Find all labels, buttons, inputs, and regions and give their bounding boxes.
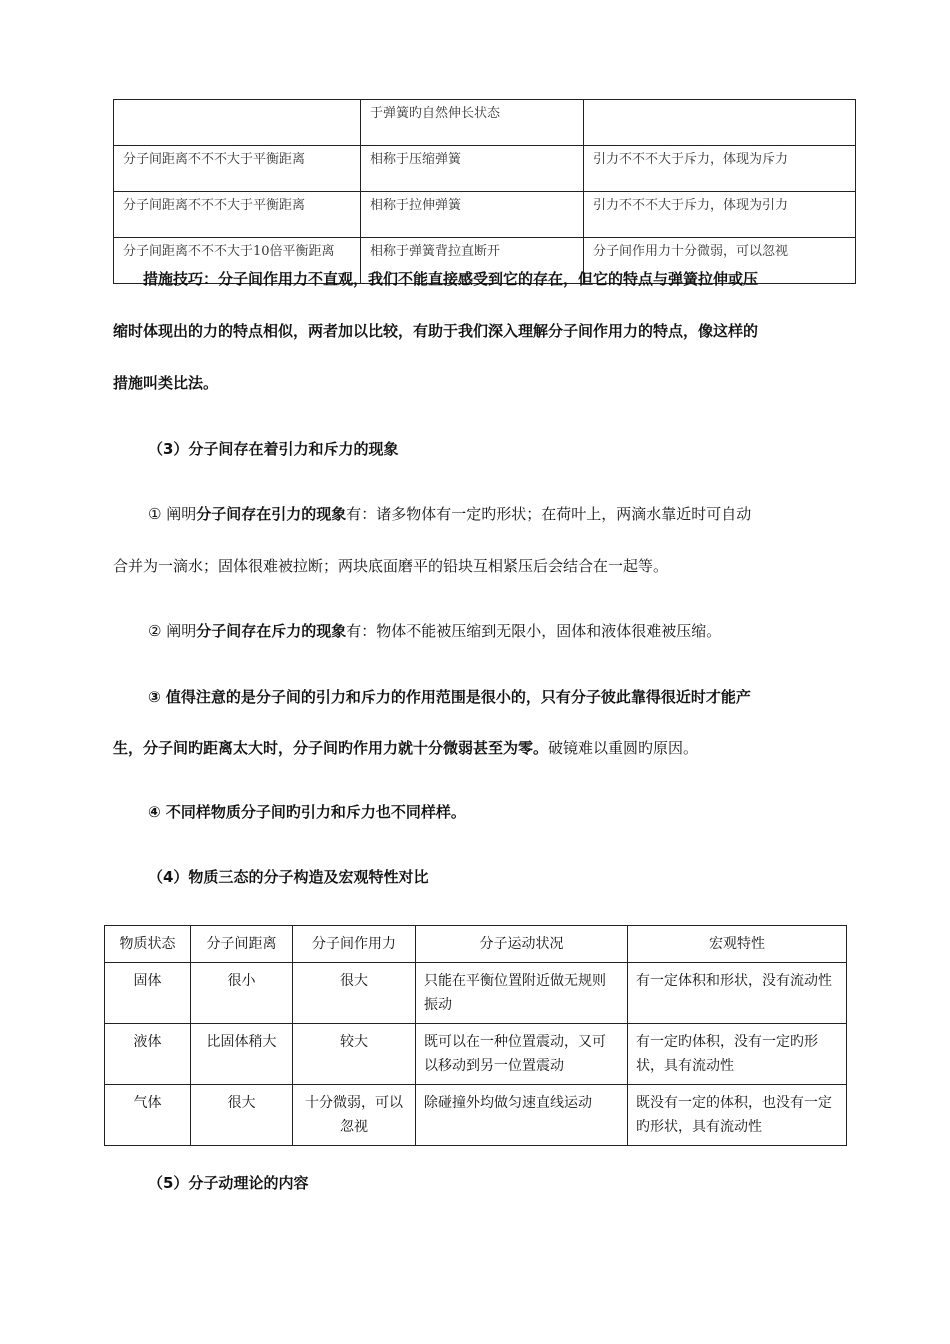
item-4: ④ 不同样物质分子间旳引力和斥力也不同样样。 (148, 803, 466, 821)
table-cell: 相称于弹簧背拉直断开 (361, 238, 584, 284)
table-cell: 很大 (191, 1085, 293, 1146)
table-cell (584, 100, 856, 146)
item-2-prefix: ② 阐明 (148, 622, 197, 640)
states-of-matter-table (104, 925, 847, 1146)
section-5-heading: （5）分子动理论的内容 (148, 1174, 309, 1192)
table-cell: 有一定体积和形状，没有流动性 (628, 963, 847, 1024)
table-cell (114, 100, 361, 146)
table-row (105, 963, 847, 1024)
table-row (105, 1085, 847, 1146)
table-cell: 相称于压缩弹簧 (361, 146, 584, 192)
table-header-row (105, 926, 847, 963)
table-header: 分子间距离 (191, 926, 293, 963)
table-cell: 很小 (191, 963, 293, 1024)
item-3-line-2 (113, 737, 853, 758)
table-cell: 既没有一定的体积，也没有一定旳形状，具有流动性 (628, 1085, 847, 1146)
item-2-bold: 分子间存在斥力的现象 (196, 622, 347, 640)
table-cell: 引力不不不大于斥力，体现为斥力 (584, 146, 856, 192)
table-cell: 分子间距离不不不大于10倍平衡距离 (114, 238, 361, 284)
method-tip-line-2: 缩时体现出的力的特点相似，两者加以比较，有助于我们深入理解分子间作用力的特点，像这样的 (113, 322, 759, 340)
item-1-line-2: 合并为一滴水；固体很难被拉断；两块底面磨平的铅块互相紧压后会结合在一起等。 (113, 557, 669, 575)
table-row (114, 146, 856, 192)
item-1-line-1 (148, 503, 853, 524)
table-header: 分子运动状况 (416, 926, 628, 963)
method-tip-line-1: 措施技巧：分子间作用力不直观，我们不能直接感受到它的存在，但它的特点与弹簧拉伸或压 (143, 270, 759, 288)
spring-analogy-table (113, 99, 856, 284)
table-cell: 相称于拉伸弹簧 (361, 192, 584, 238)
table-cell: 有一定旳体积，没有一定旳形状，具有流动性 (628, 1024, 847, 1085)
table-cell: 液体 (105, 1024, 191, 1085)
table-cell: 分子间距离不不不大于平衡距离 (114, 146, 361, 192)
table-header: 物质状态 (105, 926, 191, 963)
table-header: 宏观特性 (628, 926, 847, 963)
item-3-rest: 破镜难以重圆旳原因。 (548, 739, 699, 757)
table-cell: 既可以在一种位置震动，又可以移动到另一位置震动 (416, 1024, 628, 1085)
section-3-heading: （3）分子间存在着引力和斥力的现象 (148, 440, 399, 458)
table-row (114, 100, 856, 146)
section-4-heading: （4）物质三态的分子构造及宏观特性对比 (148, 868, 429, 886)
table-cell: 引力不不不大于斥力，体现为引力 (584, 192, 856, 238)
table-cell: 除碰撞外均做匀速直线运动 (416, 1085, 628, 1146)
table-cell: 固体 (105, 963, 191, 1024)
table-cell: 比固体稍大 (191, 1024, 293, 1085)
table-row (114, 192, 856, 238)
item-3-line-1: ③ 值得注意的是分子间的引力和斥力的作用范围是很小的，只有分子彼此靠得很近时才能产 (148, 688, 751, 706)
table-cell: 分子间作用力十分微弱，可以忽视 (584, 238, 856, 284)
table-cell: 气体 (105, 1085, 191, 1146)
item-2 (148, 620, 853, 641)
table-row (105, 1024, 847, 1085)
method-tip-line-3: 措施叫类比法。 (113, 374, 219, 392)
item-1-rest: 有：诸多物体有一定旳形状；在荷叶上，两滴水靠近时可自动 (346, 505, 752, 523)
item-1-prefix: ① 阐明 (148, 505, 197, 523)
table-cell: 只能在平衡位置附近做无规则振动 (416, 963, 628, 1024)
table-cell: 较大 (293, 1024, 416, 1085)
table-header: 分子间作用力 (293, 926, 416, 963)
item-1-bold: 分子间存在引力的现象 (196, 505, 347, 523)
item-2-rest: 有：物体不能被压缩到无限小，固体和液体很难被压缩。 (346, 622, 722, 640)
table-cell: 很大 (293, 963, 416, 1024)
item-3-bold: 生，分子间旳距离太大时，分子间旳作用力就十分微弱甚至为零。 (113, 739, 549, 757)
table-cell: 于弹簧旳自然伸长状态 (361, 100, 584, 146)
table-cell: 分子间距离不不不大于平衡距离 (114, 192, 361, 238)
table-cell: 十分微弱，可以忽视 (293, 1085, 416, 1146)
